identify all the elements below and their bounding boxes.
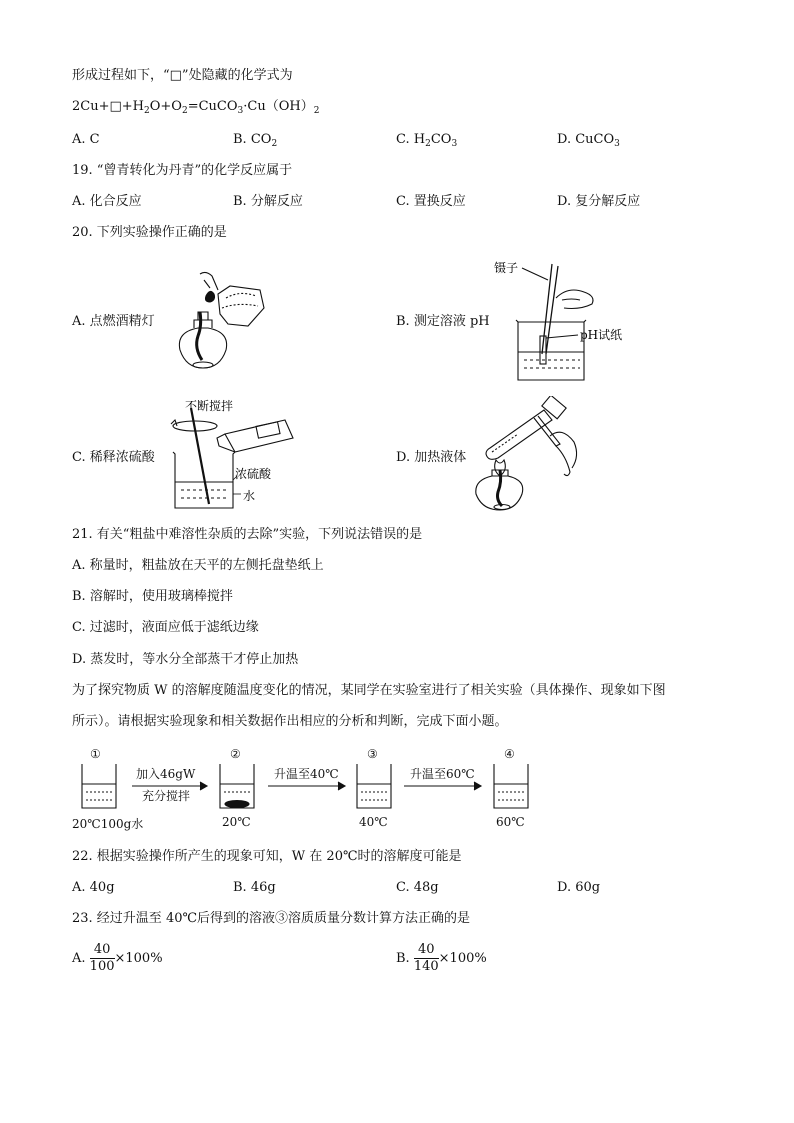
q21-option-c[interactable]: C. 过滤时，液面应低于滤纸边缘 — [72, 620, 259, 635]
beaker-4-number: ④ — [504, 747, 515, 761]
q23-option-a[interactable]: A. $\frac{40}{100}$ ×100% — [72, 942, 163, 974]
q22-option-b[interactable]: B. 46g — [233, 880, 276, 895]
q20-option-d[interactable]: D. 加热液体 — [396, 450, 467, 465]
arrow-3-top: 升温至60℃ — [410, 767, 475, 781]
beaker-4 — [494, 764, 528, 808]
ph-test-figure — [488, 258, 638, 388]
q21-stem: 21. 有关“粗盐中难溶性杂质的去除”实验，下列说法错误的是 — [72, 527, 423, 542]
tweezers-label: 镊子 — [494, 261, 519, 275]
beaker-2-number: ② — [230, 747, 241, 761]
experiment-diagram — [70, 740, 540, 835]
water-label: 水 — [243, 489, 256, 503]
q22-option-c[interactable]: C. 48g — [396, 880, 439, 895]
arrow-1-top: 加入46gW — [136, 767, 196, 781]
q20-option-a[interactable]: A. 点燃酒精灯 — [72, 314, 155, 329]
beaker-4-label: 60℃ — [496, 815, 525, 829]
q20-option-c[interactable]: C. 稀释浓硫酸 — [72, 450, 155, 465]
beaker-1-label: 20℃100g水 — [72, 817, 144, 831]
q23-option-b[interactable]: B. $\frac{40}{140}$ ×100% — [396, 942, 487, 974]
acid-label: 浓硫酸 — [235, 467, 272, 481]
q19-stem: 19. “曾青转化为丹青”的化学反应属于 — [72, 163, 293, 178]
beaker-1-number: ① — [90, 747, 101, 761]
chemical-equation: $2Cu+□+H_2O+O_2=CuCO_3\cdot Cu(OH)_2$ — [72, 99, 320, 116]
q18-option-d[interactable]: D. CuCO$_3$ — [557, 132, 620, 149]
stir-label: 不断搅拌 — [185, 399, 234, 413]
heating-liquid-figure — [470, 396, 590, 516]
ph-paper-label: pH试纸 — [580, 328, 623, 342]
passage-line-1: 为了探究物质 W 的溶解度随温度变化的情况，某同学在实验室进行了相关实验（具体操作、现象如下图 — [72, 683, 666, 698]
q20-option-b[interactable]: B. 测定溶液 pH — [396, 314, 490, 329]
q19-option-a[interactable]: A. 化合反应 — [72, 194, 142, 209]
q18-option-b[interactable]: B. $CO_2$ — [233, 132, 278, 149]
beaker-3-number: ③ — [367, 747, 378, 761]
intro-line: 形成过程如下，“□”处隐藏的化学式为 — [72, 68, 293, 83]
q21-option-a[interactable]: A. 称量时，粗盐放在天平的左侧托盘垫纸上 — [72, 558, 324, 573]
arrow-2-top: 升温至40℃ — [274, 767, 339, 781]
dilute-acid-figure — [165, 396, 305, 514]
beaker-2-label: 20℃ — [222, 815, 251, 829]
q22-stem: 22. 根据实验操作所产生的现象可知，W 在 20℃时的溶解度可能是 — [72, 849, 462, 864]
q23-stem: 23. 经过升温至 40℃后得到的溶液③溶质质量分数计算方法正确的是 — [72, 911, 471, 926]
beaker-3-label: 40℃ — [359, 815, 388, 829]
q22-option-a[interactable]: A. 40g — [72, 880, 115, 895]
q21-option-d[interactable]: D. 蒸发时，等水分全部蒸干才停止加热 — [72, 652, 299, 667]
q21-option-b[interactable]: B. 溶解时，使用玻璃棒搅拌 — [72, 589, 233, 604]
q19-option-b[interactable]: B. 分解反应 — [233, 194, 303, 209]
passage-line-2: 所示）。请根据实验现象和相关数据作出相应的分析和判断，完成下面小题。 — [72, 714, 508, 729]
beaker-3 — [357, 764, 391, 808]
beaker-1 — [82, 764, 116, 808]
q18-option-c[interactable]: C. $H_2CO_3$ — [396, 132, 458, 149]
beaker-2 — [220, 764, 254, 808]
alcohol-lamp-lighting-figure — [160, 268, 270, 380]
arrow-1-bottom: 充分搅拌 — [142, 789, 191, 803]
q19-option-d[interactable]: D. 复分解反应 — [557, 194, 641, 209]
q18-option-a[interactable]: A. C — [72, 132, 100, 147]
q22-option-d[interactable]: D. 60g — [557, 880, 601, 895]
q19-option-c[interactable]: C. 置换反应 — [396, 194, 466, 209]
q20-stem: 20. 下列实验操作正确的是 — [72, 225, 227, 240]
